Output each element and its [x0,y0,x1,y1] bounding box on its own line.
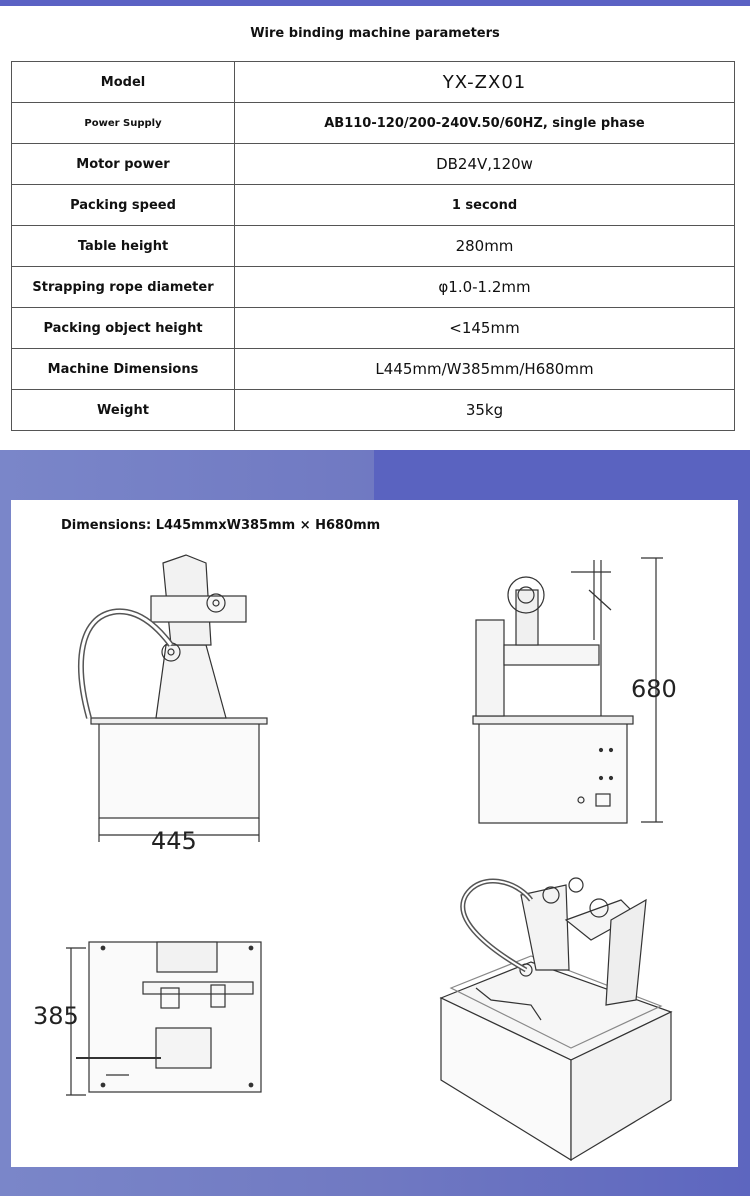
row-key: Packing speed [12,185,235,226]
table-row [12,349,735,390]
dimensions-title: Dimensions: L445mmxW385mm × H680mm [61,518,381,533]
isometric-view-drawing [441,878,671,1160]
row-value: AB110-120/200-240V.50/60HZ, single phase [235,103,735,144]
table-row [12,390,735,431]
row-value: <145mm [235,308,735,349]
row-key: Power Supply [12,103,235,144]
height-dimension-label: 680 [631,675,677,703]
table-row [12,185,735,226]
table-row [12,226,735,267]
machine-drawings [11,500,738,1167]
row-value: 1 second [235,185,735,226]
row-value: φ1.0-1.2mm [235,267,735,308]
row-value: L445mm/W385mm/H680mm [235,349,735,390]
row-key: Strapping rope diameter [12,267,235,308]
row-key: Machine Dimensions [12,349,235,390]
row-value: DB24V,120w [235,144,735,185]
table-row [12,62,735,103]
row-key: Model [12,62,235,103]
row-value: 280mm [235,226,735,267]
dimensions-card [11,500,738,1167]
parameters-table [11,61,735,431]
table-row [12,103,735,144]
row-key: Weight [12,390,235,431]
row-key: Packing object height [12,308,235,349]
parameters-title: Wire binding machine parameters [250,26,500,41]
blue-background-accent [374,450,750,500]
table-row [12,144,735,185]
row-value: 35kg [235,390,735,431]
table-row [12,308,735,349]
length-dimension-label: 445 [151,827,197,855]
row-value: YX-ZX01 [235,62,735,103]
top-view-drawing [66,942,261,1095]
table-row [12,267,735,308]
row-key: Table height [12,226,235,267]
parameters-section [0,6,750,450]
row-key: Motor power [12,144,235,185]
width-dimension-label: 385 [33,1002,79,1030]
front-view-drawing [81,555,267,842]
